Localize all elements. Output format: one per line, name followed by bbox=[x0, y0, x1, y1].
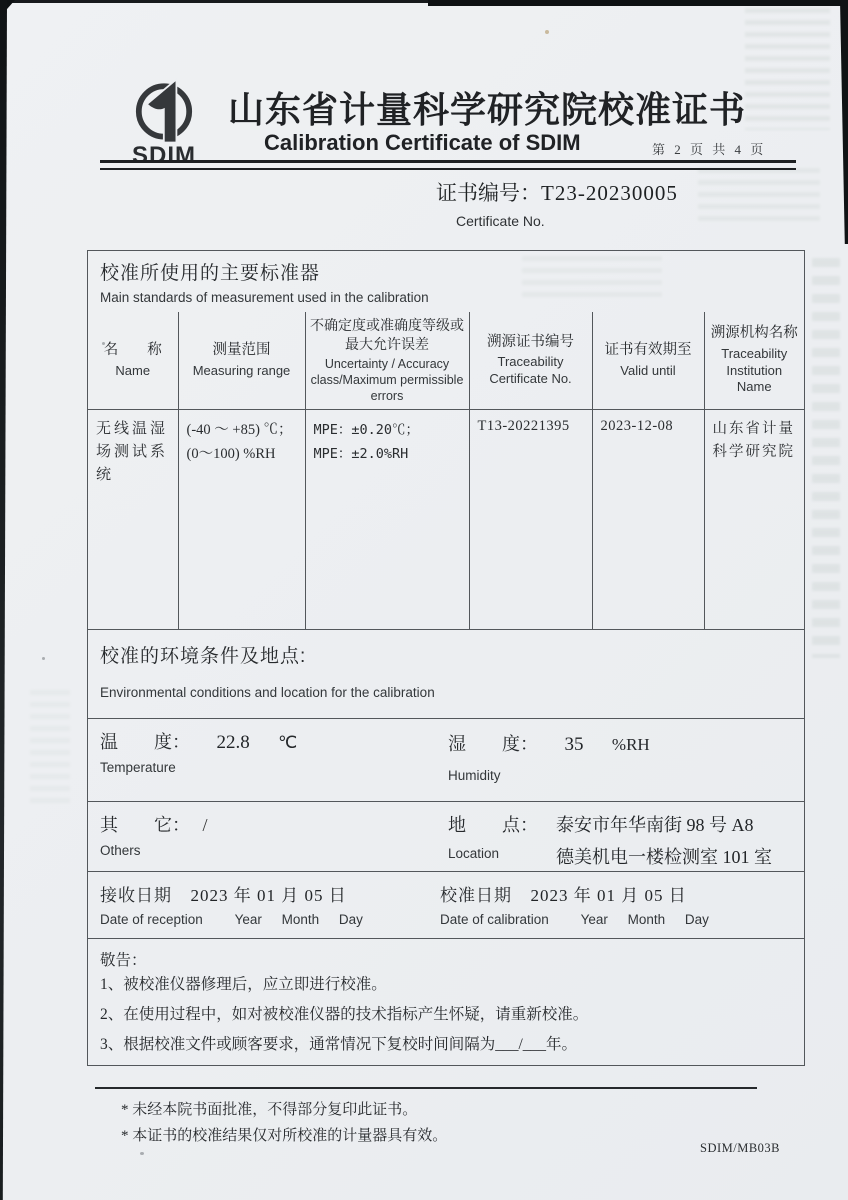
col-header-institution-zh: 溯源机构名称 bbox=[710, 325, 798, 342]
col-header-valid-until-en: Valid until bbox=[620, 362, 676, 378]
col-header-valid-until bbox=[592, 312, 704, 409]
dates-row bbox=[88, 871, 804, 938]
certificate-number-label-zh: 证书编号： bbox=[436, 181, 541, 205]
location-label-zh: 地 点： bbox=[448, 815, 538, 836]
notice-section bbox=[88, 938, 804, 1070]
scan-edge-left bbox=[0, 0, 7, 1200]
scan-speck bbox=[42, 657, 45, 660]
standards-table-header-row bbox=[88, 312, 804, 409]
col-header-institution-en: Traceability Institution Name bbox=[721, 345, 788, 395]
col-header-trace-no-en: Traceability Certificate No. bbox=[489, 354, 572, 387]
cell-institution bbox=[704, 409, 804, 629]
footer-rule bbox=[95, 1087, 757, 1089]
page-title-zh: 山东省计量科学研究院校准证书 bbox=[228, 90, 747, 130]
col-header-uncertainty bbox=[305, 312, 469, 409]
col-header-uncertainty-zh: 不确定度或准确度等级或最大允许误差 bbox=[310, 317, 464, 352]
col-header-name-zh: 名 称 bbox=[103, 342, 162, 359]
standards-table-data-row bbox=[88, 409, 804, 629]
temperature-value: 22.8 bbox=[216, 732, 250, 754]
certificate-number-value: T23-20230005 bbox=[541, 181, 678, 205]
calibration-date-label-en bbox=[440, 912, 709, 927]
calibration-date-block bbox=[440, 881, 709, 938]
page-indicator: 第 2 页 共 4 页 bbox=[652, 142, 767, 157]
location-value-line1: 泰安市年华南街 98 号 A8 bbox=[556, 815, 754, 836]
bleed-through-artifact bbox=[30, 690, 70, 810]
certificate-number-label-en: Certificate No. bbox=[456, 213, 545, 229]
notice-item-1: 1、被校准仪器修理后，应立即进行校准。 bbox=[100, 976, 387, 994]
others-location-row bbox=[88, 801, 804, 871]
humidity-value: 35 bbox=[564, 734, 584, 756]
col-header-name bbox=[88, 312, 178, 409]
humidity-label-zh: 湿 度： bbox=[448, 734, 538, 755]
institution-value: 山东省计量科学研究院 bbox=[712, 420, 795, 461]
bleed-through-artifact bbox=[745, 8, 830, 130]
location-label-en: Location bbox=[448, 846, 500, 862]
footer-note-2: * 本证书的校准结果仅对所校准的计量器具有效。 bbox=[121, 1128, 448, 1144]
scan-speck bbox=[545, 30, 549, 34]
location-block bbox=[448, 811, 790, 871]
col-header-uncertainty-en: Uncertainty / Accuracy class/Maximum permissible errors bbox=[310, 356, 464, 404]
temperature-unit: ℃ bbox=[278, 733, 298, 753]
calibration-date-units: Year Month Day bbox=[580, 912, 709, 928]
sdim-logo-icon bbox=[127, 74, 201, 146]
cell-valid-until bbox=[592, 409, 704, 629]
valid-until-value: 2023-12-08 bbox=[600, 417, 674, 434]
col-header-institution bbox=[704, 312, 804, 409]
col-header-valid-until-zh: 证书有效期至 bbox=[604, 342, 692, 359]
environment-title-en: Environmental conditions and location for the calibration bbox=[100, 685, 435, 701]
form-code: SDIM/MB03B bbox=[700, 1141, 781, 1155]
cell-standard-name bbox=[88, 409, 178, 629]
mpe-line-1: MPE：±0.20℃； bbox=[313, 421, 420, 438]
footer-note-1: * 未经本院书面批准，不得部分复印此证书。 bbox=[121, 1102, 418, 1118]
standard-name-value: 无线温湿场测试系统 bbox=[96, 420, 169, 484]
header-double-rule bbox=[100, 160, 796, 170]
environment-title-zh: 校准的环境条件及地点: bbox=[100, 646, 307, 668]
reception-date-block bbox=[100, 881, 440, 938]
standards-table bbox=[88, 312, 804, 629]
scan-speck bbox=[140, 1152, 144, 1155]
notice-title: 敬告： bbox=[100, 952, 147, 970]
others-value: / bbox=[202, 815, 208, 836]
sdim-logo bbox=[110, 74, 218, 170]
col-header-range-zh: 测量范围 bbox=[212, 342, 271, 359]
temperature-label-zh: 温 度： bbox=[100, 732, 190, 753]
reception-date-en-text: Date of reception bbox=[100, 912, 203, 928]
range-line-2: (0～100) %RH bbox=[186, 446, 276, 463]
cell-mpe bbox=[305, 409, 469, 629]
bleed-through-artifact bbox=[698, 168, 820, 223]
certificate-number-line bbox=[436, 177, 678, 207]
calibration-date-value: 2023 年 01 月 05 日 bbox=[530, 886, 687, 906]
scan-edge-top-right bbox=[428, 0, 848, 6]
reception-date-units: Year Month Day bbox=[234, 912, 363, 928]
col-header-name-en: Name bbox=[115, 362, 151, 378]
range-line-1: (-40 ～ +85) ℃； bbox=[186, 421, 293, 438]
notice-item-3: 3、根据校准文件或顾客要求，通常情况下复校时间间隔为___/___年。 bbox=[100, 1035, 578, 1053]
temperature-label-en: Temperature bbox=[100, 760, 176, 776]
col-header-trace-no bbox=[469, 312, 592, 409]
col-header-range-en: Measuring range bbox=[192, 362, 291, 378]
humidity-block bbox=[448, 728, 790, 801]
trace-no-value: T13-20221395 bbox=[477, 417, 570, 434]
others-block bbox=[100, 811, 448, 871]
logo-text: SDIM bbox=[132, 142, 196, 169]
reception-date-value: 2023 年 01 月 05 日 bbox=[190, 886, 347, 906]
scan-edge-right bbox=[840, 0, 848, 244]
calibration-date-en-text: Date of calibration bbox=[440, 912, 549, 928]
col-header-range bbox=[178, 312, 305, 409]
humidity-label-en: Humidity bbox=[448, 768, 501, 784]
others-label-zh: 其 它： bbox=[100, 815, 190, 836]
page-title-en: Calibration Certificate of SDIM bbox=[264, 130, 581, 155]
col-header-trace-no-zh: 溯源证书编号 bbox=[487, 333, 574, 350]
certificate-body-box bbox=[87, 250, 805, 1066]
standards-section-title bbox=[88, 251, 804, 312]
location-value-line2: 德美机电一楼检测室 101 室 bbox=[556, 847, 772, 868]
temperature-block bbox=[100, 728, 448, 801]
calibration-date-label-zh: 校准日期 bbox=[440, 886, 512, 906]
bleed-through-artifact bbox=[812, 258, 840, 658]
reception-date-label-zh: 接收日期 bbox=[100, 886, 172, 906]
cell-measuring-range bbox=[178, 409, 305, 629]
environment-section-title bbox=[88, 629, 804, 718]
conditions-row bbox=[88, 718, 804, 801]
reception-date-label-en bbox=[100, 912, 440, 927]
humidity-unit: %RH bbox=[611, 735, 650, 755]
standards-title-zh: 校准所使用的主要标准器 bbox=[100, 263, 321, 284]
standards-title-en: Main standards of measurement used in the calibration bbox=[100, 290, 429, 305]
mpe-line-2: MPE：±2.0%RH bbox=[313, 445, 409, 462]
cell-trace-no bbox=[469, 409, 592, 629]
others-label-en: Others bbox=[100, 843, 141, 859]
notice-item-2: 2、在使用过程中，如对被校准仪器的技术指标产生怀疑，请重新校准。 bbox=[100, 1005, 589, 1023]
